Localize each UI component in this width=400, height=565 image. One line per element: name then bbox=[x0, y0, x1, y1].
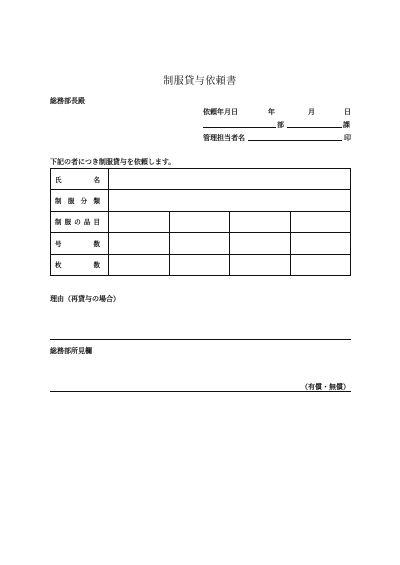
month-label: 月 bbox=[308, 108, 315, 116]
paid-unpaid-note: （有償・無償） bbox=[301, 383, 350, 391]
table-row-name bbox=[51, 169, 351, 190]
day-label: 日 bbox=[344, 108, 351, 116]
name-cell[interactable] bbox=[109, 169, 351, 190]
row-label-uniform-item: 制 服 の 品 目 bbox=[51, 211, 109, 232]
row-label-quantity: 枚 数 bbox=[51, 254, 109, 275]
quantity-cell-3[interactable] bbox=[230, 254, 291, 275]
manager-label: 管理担当者名 bbox=[203, 134, 245, 142]
quantity-cell-2[interactable] bbox=[169, 254, 230, 275]
size-cell-3[interactable] bbox=[230, 233, 291, 254]
uniform-category-cell[interactable] bbox=[109, 190, 351, 211]
row-label-name: 氏 名 bbox=[51, 169, 109, 190]
request-date-label: 依頼年月日 bbox=[203, 108, 238, 116]
size-cell-2[interactable] bbox=[169, 233, 230, 254]
table-row-uniform-category bbox=[51, 190, 351, 211]
row-label-uniform-category: 制 服 分 類 bbox=[51, 190, 109, 211]
reason-field[interactable] bbox=[50, 339, 351, 340]
opinion-label: 総務部所見欄 bbox=[50, 347, 92, 355]
uniform-item-cell-3[interactable] bbox=[230, 211, 291, 232]
request-table bbox=[50, 168, 351, 276]
manager-name-field[interactable] bbox=[248, 140, 342, 141]
year-label: 年 bbox=[268, 108, 275, 116]
addressee: 総務部長殿 bbox=[50, 97, 85, 105]
ka-label: 課 bbox=[343, 121, 350, 129]
table-row-size bbox=[51, 233, 351, 254]
opinion-field[interactable] bbox=[50, 391, 351, 392]
department-ka-field[interactable] bbox=[287, 127, 342, 128]
table-row-quantity bbox=[51, 254, 351, 275]
document-title: 制服貸与依頼書 bbox=[163, 76, 237, 87]
quantity-cell-1[interactable] bbox=[109, 254, 170, 275]
table-row-uniform-item bbox=[51, 211, 351, 232]
size-cell-1[interactable] bbox=[109, 233, 170, 254]
intro-text: 下記の者につき制服貸与を依頼します。 bbox=[50, 158, 176, 166]
seal-label: 印 bbox=[344, 134, 351, 142]
size-cell-4[interactable] bbox=[290, 233, 351, 254]
uniform-item-cell-4[interactable] bbox=[290, 211, 351, 232]
reason-label: 理由（再貸与の場合） bbox=[50, 295, 120, 303]
quantity-cell-4[interactable] bbox=[290, 254, 351, 275]
department-bu-field[interactable] bbox=[203, 127, 276, 128]
uniform-item-cell-2[interactable] bbox=[169, 211, 230, 232]
uniform-item-cell-1[interactable] bbox=[109, 211, 170, 232]
bu-label: 部 bbox=[277, 121, 284, 129]
row-label-size: 号 数 bbox=[51, 233, 109, 254]
